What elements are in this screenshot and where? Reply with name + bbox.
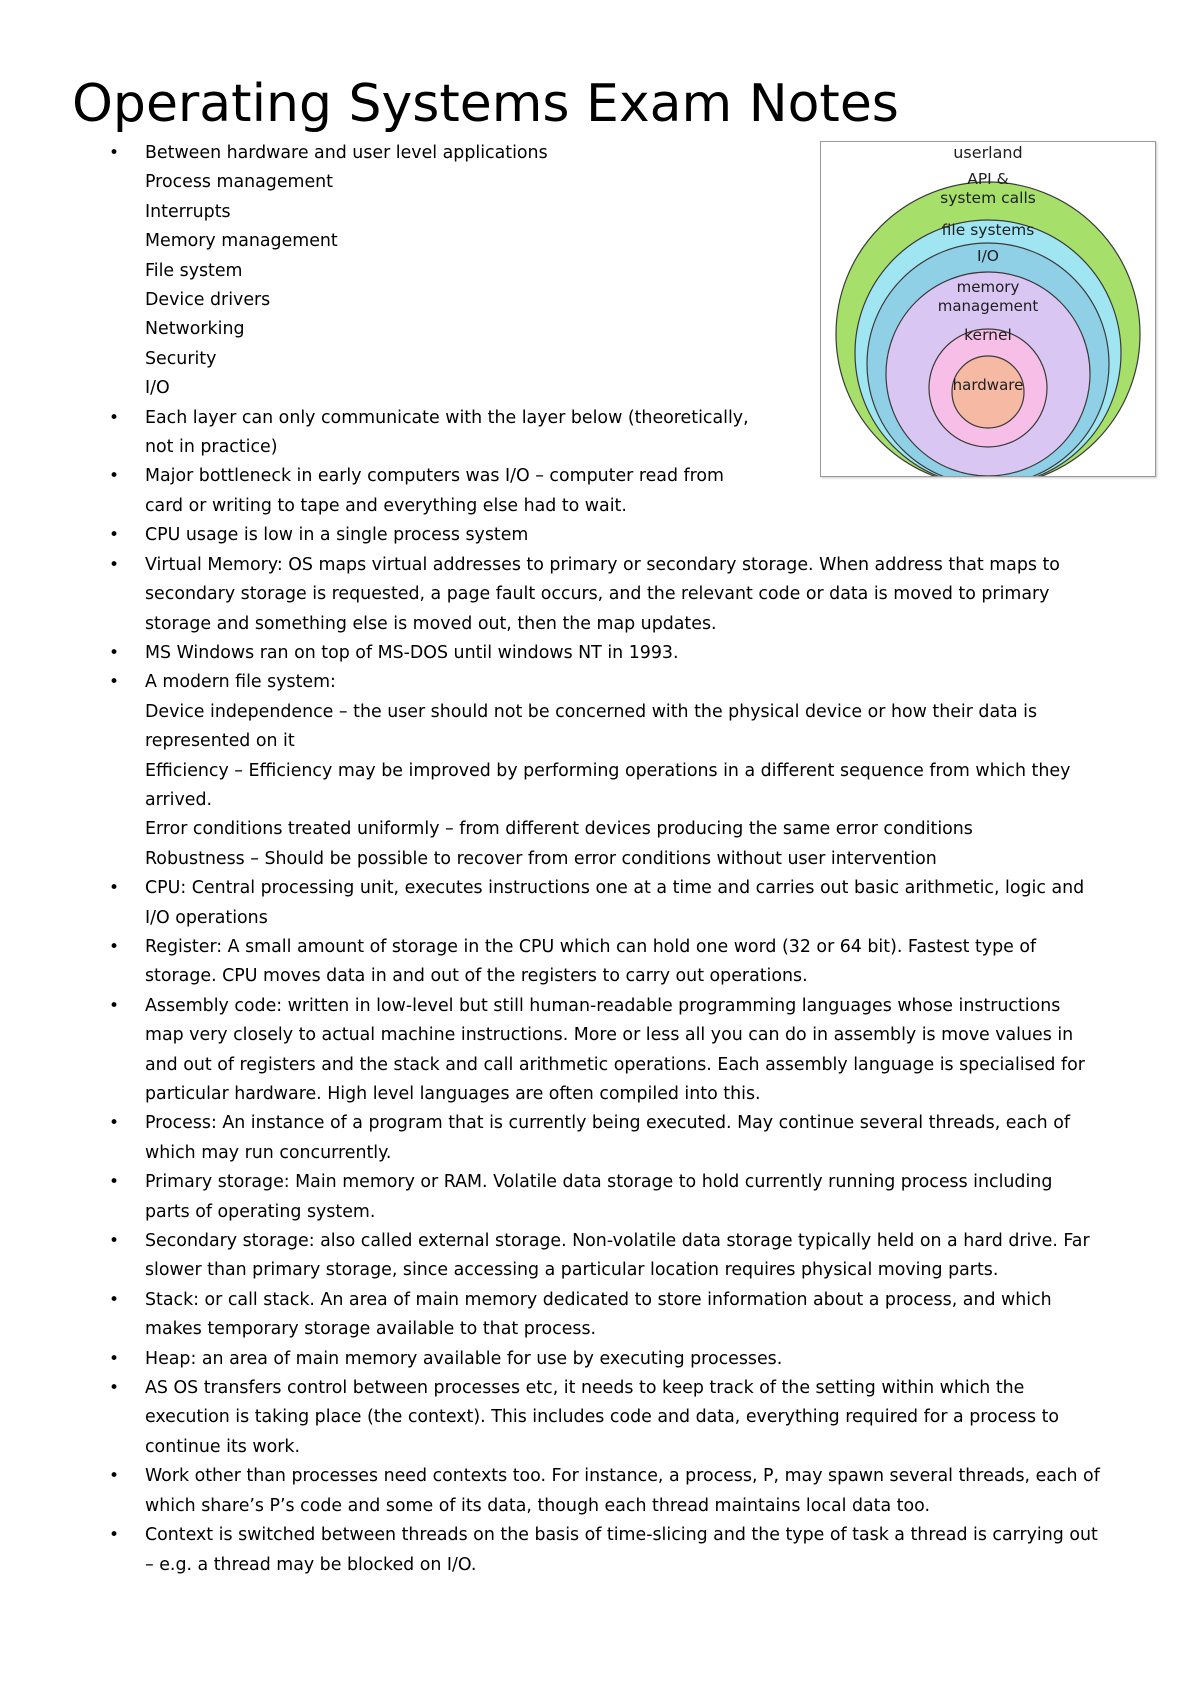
note-item: [109, 551, 1119, 639]
note-line: Primary storage: Main memory or RAM. Volatile data storage to hold currently running process including: [145, 1172, 1053, 1193]
note-item: [109, 1109, 1119, 1168]
bullet-icon: •: [109, 1525, 120, 1546]
note-line: parts of operating system.: [145, 1201, 376, 1222]
note-line: execution is taking place (the context). This includes code and data, everything required for a process to: [145, 1407, 1060, 1428]
note-line: represented on it: [145, 731, 295, 752]
bullet-icon: •: [109, 936, 120, 957]
layer-label: system calls: [940, 189, 1036, 207]
note-item: [109, 1227, 1119, 1286]
bullet-icon: •: [109, 466, 120, 487]
note-line: Process: An instance of a program that is currently being executed. May continue several threads, each of: [145, 1113, 1070, 1134]
bullet-icon: •: [109, 554, 120, 575]
note-line: particular hardware. High level languages are often compiled into this.: [145, 1084, 761, 1104]
note-line: Assembly code: written in low-level but still human-readable programming languages whose instructions: [145, 995, 1061, 1016]
note-line: continue its work.: [145, 1436, 300, 1457]
note-line: secondary storage is requested, a page fault occurs, and the relevant code or data is moved to primary: [145, 584, 1050, 605]
layer-label: memory: [956, 278, 1020, 296]
bullet-icon: •: [109, 1378, 120, 1399]
note-line: storage. CPU moves data in and out of the registers to carry out operations.: [145, 966, 808, 987]
layer-label: hardware: [952, 376, 1024, 394]
note-item: [109, 668, 1119, 874]
note-line: slower than primary storage, since accessing a particular location requires physical moving parts.: [145, 1260, 999, 1281]
bullet-icon: •: [109, 995, 120, 1016]
note-item: [109, 1168, 1119, 1227]
bullet-icon: •: [109, 1289, 120, 1310]
note-line: not in practice): [145, 437, 278, 458]
note-line: which share’s P’s code and some of its data, though each thread maintains local data too.: [145, 1495, 930, 1516]
note-item: [109, 1521, 1119, 1580]
layer-label: userland: [953, 143, 1023, 162]
note-line: and out of registers and the stack and call arithmetic operations. Each assembly language is specialised for: [145, 1054, 1085, 1075]
note-item: [109, 1286, 1119, 1345]
note-line: Networking: [145, 319, 245, 340]
note-line: MS Windows ran on top of MS-DOS until windows NT in 1993.: [145, 642, 679, 663]
os-layers-svg: [821, 142, 1155, 476]
note-line: Register: A small amount of storage in the CPU which can hold one word (32 or 64 bit). Fastest type of: [145, 936, 1037, 957]
note-line: Context is switched between threads on the basis of time-slicing and the type of task a thread is carrying out: [145, 1525, 1098, 1546]
note-line: CPU: Central processing unit, executes instructions one at a time and carries out basic arithmetic, logic and: [145, 878, 1085, 899]
note-line: Robustness – Should be possible to recover from error conditions without user intervention: [145, 848, 937, 869]
note-item: [109, 874, 1119, 933]
bullet-icon: •: [109, 672, 120, 693]
note-line: Device independence – the user should not be concerned with the physical device or how their data is: [145, 701, 1038, 722]
note-item: [109, 521, 1119, 550]
note-line: I/O operations: [145, 907, 268, 928]
bullet-icon: •: [109, 143, 120, 163]
note-line: Stack: or call stack. An area of main memory dedicated to store information about a process, and which: [145, 1289, 1052, 1310]
note-line: CPU usage is low in a single process system: [145, 525, 529, 546]
layer-label: file systems: [941, 221, 1035, 239]
note-line: Major bottleneck in early computers was I/O – computer read from: [145, 466, 724, 487]
note-item: [109, 1345, 1119, 1374]
note-item: [109, 1374, 1119, 1462]
note-line: Efficiency – Efficiency may be improved by performing operations in a different sequence from which they: [145, 760, 1071, 781]
note-line: Work other than processes need contexts too. For instance, a process, P, may spawn several threads, each of: [145, 1466, 1100, 1487]
layer-label: kernel: [964, 326, 1012, 344]
note-line: makes temporary storage available to that process.: [145, 1319, 597, 1340]
note-line: card or writing to tape and everything else had to wait.: [145, 495, 627, 516]
note-line: AS OS transfers control between processes etc, it needs to keep track of the setting within which the: [145, 1378, 1025, 1399]
bullet-icon: •: [109, 1231, 120, 1252]
bullet-icon: •: [109, 878, 120, 899]
os-layers-diagram: [820, 141, 1156, 477]
note-item: [109, 933, 1119, 992]
bullet-icon: •: [109, 642, 120, 663]
note-line: Interrupts: [145, 201, 231, 222]
note-line: Virtual Memory: OS maps virtual addresses to primary or secondary storage. When address that maps to: [145, 554, 1060, 575]
bullet-icon: •: [109, 1466, 120, 1487]
note-line: which may run concurrently.: [145, 1142, 392, 1163]
note-line: Process management: [145, 172, 333, 193]
note-line: storage and something else is moved out, then the map updates.: [145, 613, 717, 634]
bullet-icon: •: [109, 1113, 120, 1134]
layer-label: management: [937, 297, 1039, 315]
layer-label: API &: [967, 170, 1009, 188]
note-line: I/O: [145, 378, 170, 399]
note-item: [109, 1462, 1119, 1521]
bullet-icon: •: [109, 1348, 120, 1369]
note-line: map very closely to actual machine instructions. More or less all you can do in assembly is move values in: [145, 1025, 1074, 1046]
note-line: Device drivers: [145, 290, 271, 311]
note-line: File system: [145, 260, 243, 281]
bullet-icon: •: [109, 1172, 120, 1193]
note-line: Heap: an area of main memory available for use by executing processes.: [145, 1348, 783, 1369]
bullet-icon: •: [109, 407, 120, 428]
page-title: Operating Systems Exam Notes: [72, 74, 899, 134]
note-line: Each layer can only communicate with the layer below (theoretically,: [145, 407, 749, 428]
note-line: Secondary storage: also called external storage. Non-volatile data storage typically held on a hard drive. Far: [145, 1231, 1090, 1252]
note-line: Between hardware and user level applications: [145, 143, 548, 163]
note-line: arrived.: [145, 789, 213, 810]
bullet-icon: •: [109, 525, 120, 546]
note-item: [109, 639, 1119, 668]
note-line: Error conditions treated uniformly – from different devices producing the same error conditions: [145, 819, 973, 840]
note-line: A modern file system:: [145, 672, 336, 693]
note-line: Memory management: [145, 231, 338, 252]
note-line: Security: [145, 348, 217, 369]
note-line: – e.g. a thread may be blocked on I/O.: [145, 1554, 477, 1575]
note-item: [109, 992, 1119, 1110]
layer-label: I/O: [977, 247, 999, 265]
